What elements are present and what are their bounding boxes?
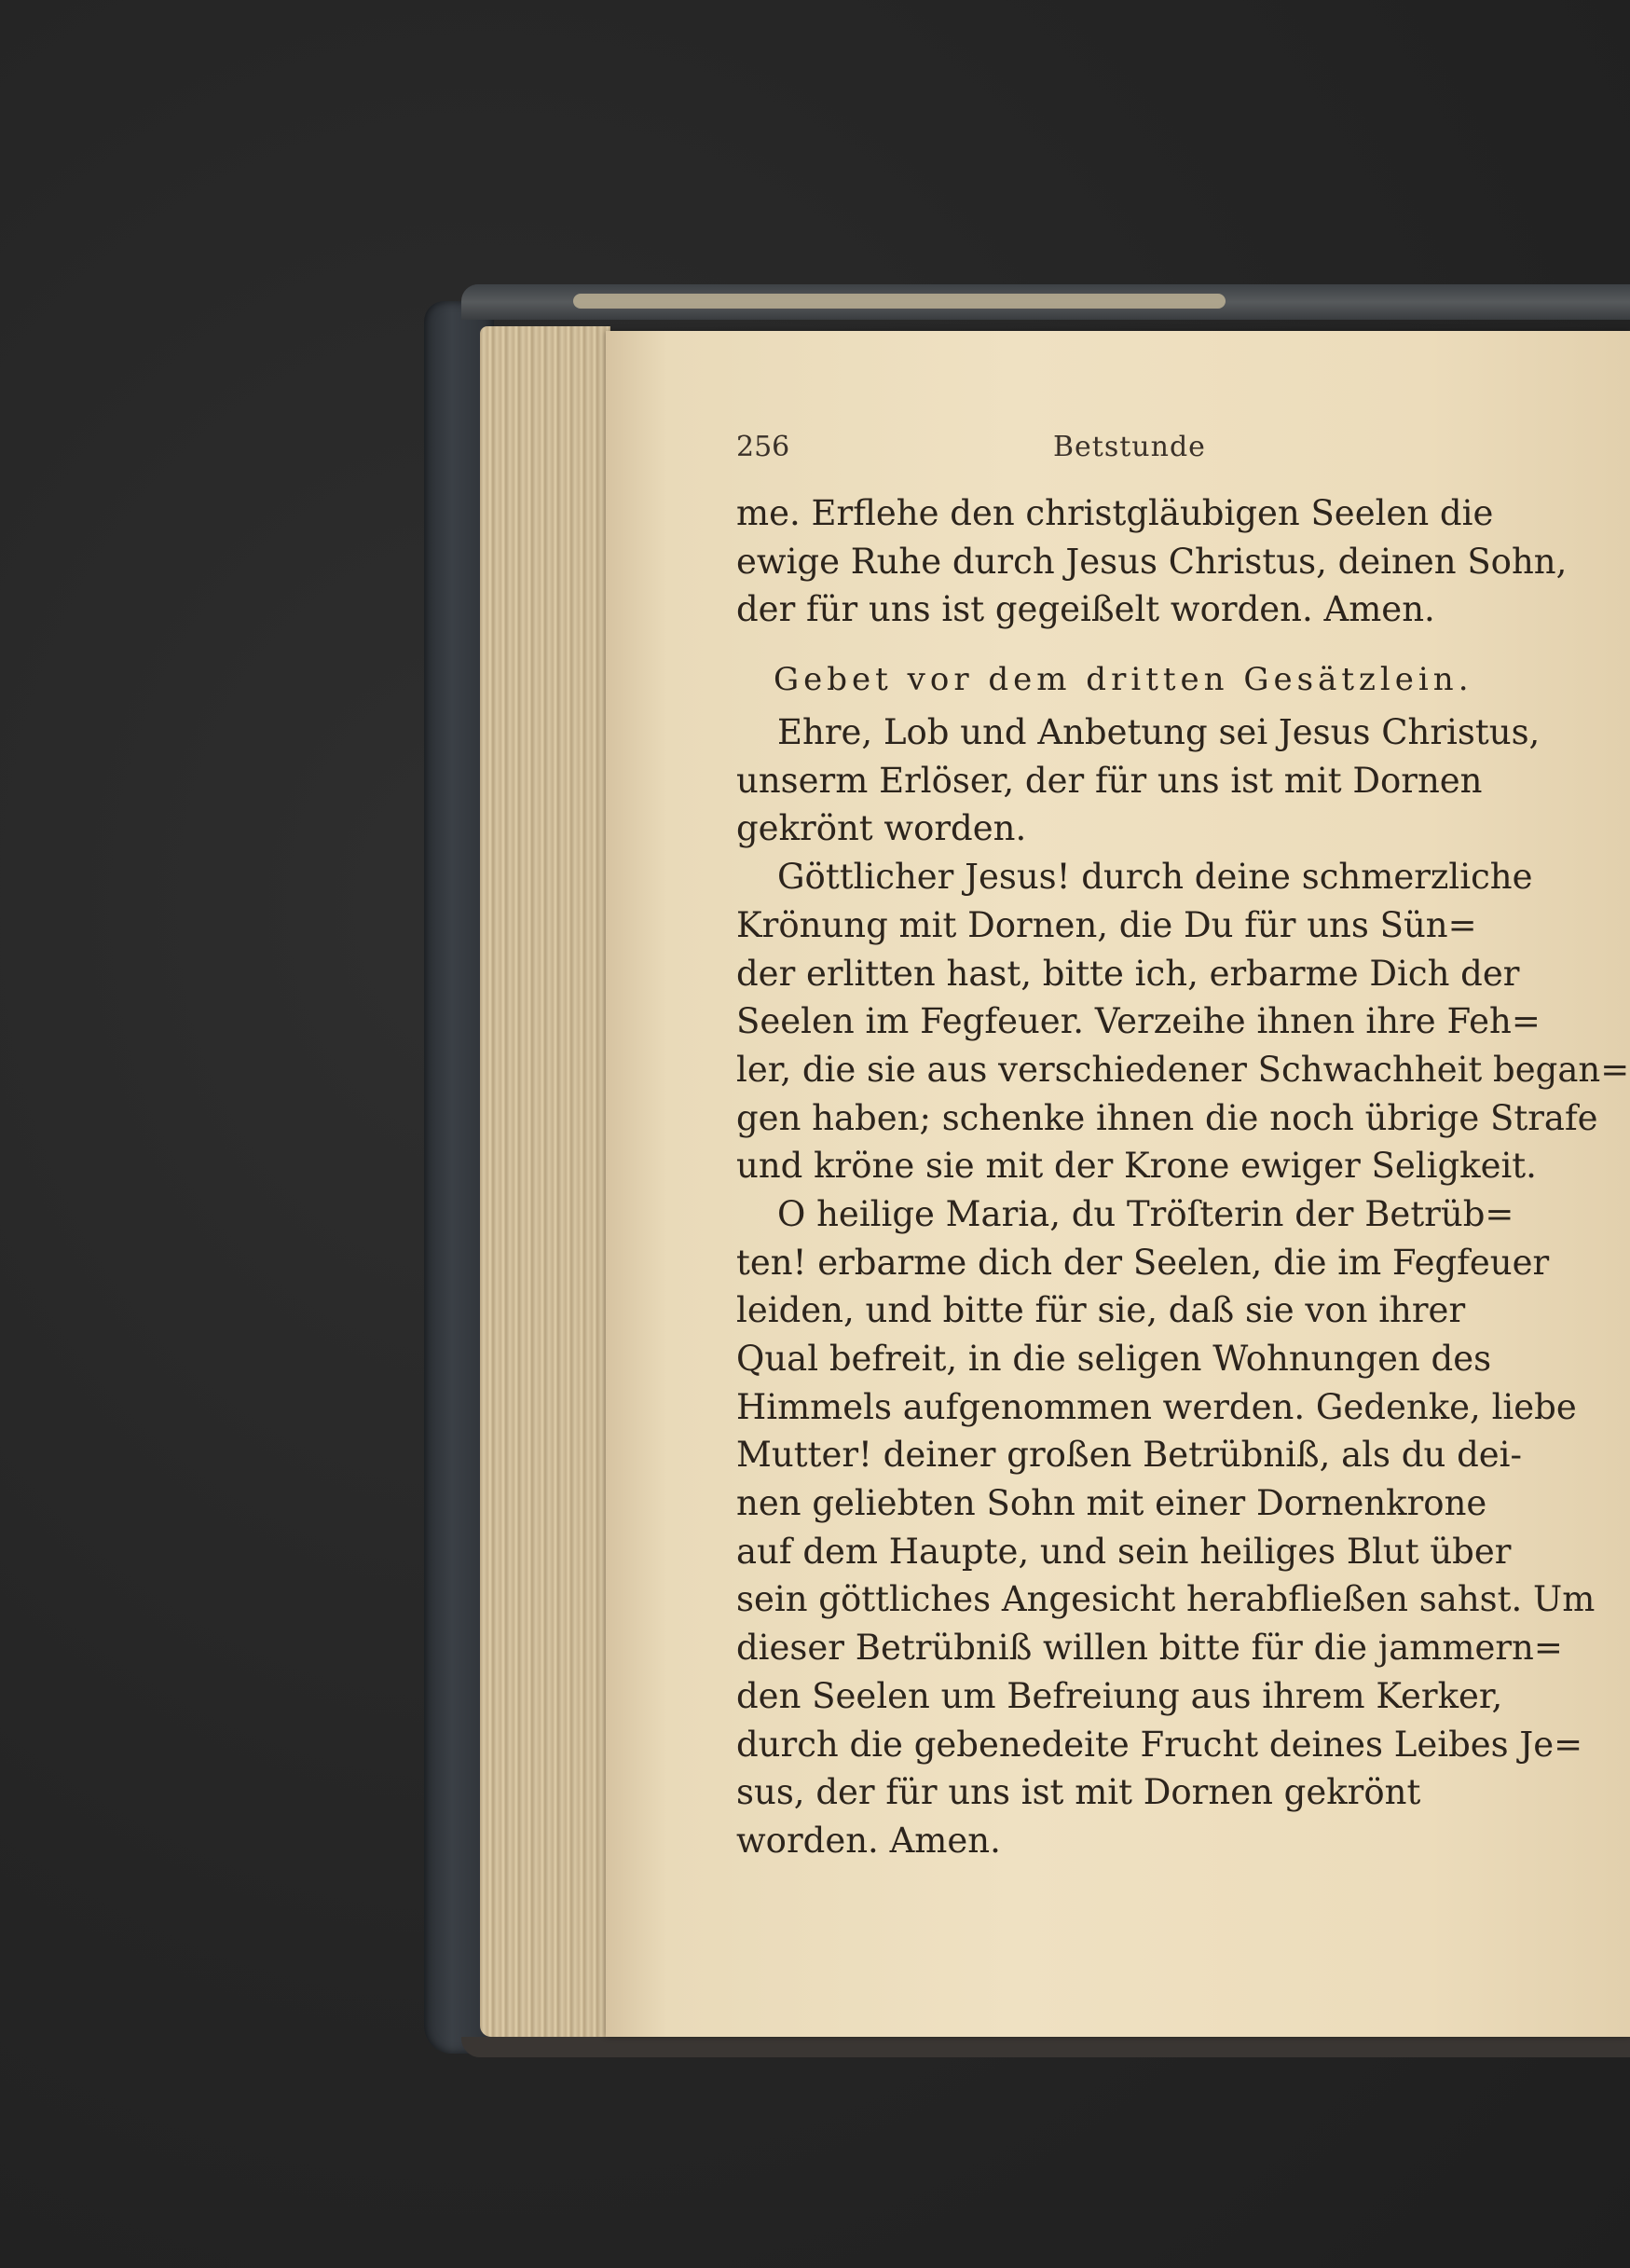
text-line: unserm Erlöser, der für uns ist mit Dornen <box>736 760 1483 801</box>
text-line: nen geliebten Sohn mit einer Dornenkrone <box>736 1483 1487 1524</box>
text-line: me. Erflehe den christgläubigen Seelen die <box>736 493 1494 533</box>
text-line: Qual befreit, in die seligen Wohnungen des <box>736 1339 1492 1379</box>
text-line: sus, der für uns ist mit Dornen gekrönt <box>736 1772 1421 1813</box>
text-line: dieser Betrübniß willen bitte für die jammern= <box>736 1628 1563 1669</box>
text-line: ten! erbarme dich der Seelen, die im Fegfeuer <box>736 1242 1550 1283</box>
text-line: Mutter! deiner großen Betrübniß, als du dei- <box>736 1435 1522 1476</box>
text-line: der erlitten hast, bitte ich, erbarme Dich der <box>736 953 1520 994</box>
text-line: gekrönt worden. <box>736 808 1027 849</box>
book-cover-bottom <box>461 2037 1630 2057</box>
running-head: Betstunde <box>1053 431 1206 463</box>
page-number: 256 <box>736 431 790 463</box>
text-line: den Seelen um Befreiung aus ihrem Kerker, <box>736 1675 1503 1716</box>
page-body-text <box>736 489 1630 1865</box>
text-line: auf dem Haupte, und sein heiliges Blut über <box>736 1531 1512 1572</box>
text-line: Seelen im Fegfeuer. Verzeihe ihnen ihre Feh= <box>736 1001 1541 1042</box>
text-line: ewige Ruhe durch Jesus Christus, deinen Sohn, <box>736 541 1568 582</box>
text-line: und kröne sie mit der Krone ewiger Seligkeit. <box>736 1146 1537 1187</box>
section-heading: Gebet vor dem dritten Gesätzlein. <box>774 661 1473 699</box>
text-line: Göttlicher Jesus! durch deine schmerzliche <box>777 857 1533 898</box>
text-line: ler, die sie aus verschiedener Schwachheit began= <box>736 1049 1630 1090</box>
page-edges <box>480 326 610 2037</box>
text-line: durch die gebenedeite Frucht deines Leibes Je= <box>736 1724 1583 1765</box>
text-line: O heilige Maria, du Tröſterin der Betrüb= <box>777 1193 1514 1234</box>
text-line: Ehre, Lob und Anbetung sei Jesus Christus, <box>777 712 1541 753</box>
text-line: leiden, und bitte für sie, daß sie von ihrer <box>736 1290 1466 1331</box>
page-header <box>736 431 1519 477</box>
text-line: worden. Amen. <box>736 1820 1001 1861</box>
cover-wear-strip <box>573 294 1226 309</box>
text-line: der für uns ist gegeißelt worden. Amen. <box>736 589 1435 630</box>
text-line: gen haben; schenke ihnen die noch übrige Strafe <box>736 1097 1598 1138</box>
book-cover-top <box>461 284 1630 320</box>
text-line: Himmels aufgenommen werden. Gedenke, liebe <box>736 1386 1577 1427</box>
text-line: Krönung mit Dornen, die Du für uns Sün= <box>736 904 1477 945</box>
text-line: sein göttliches Angesicht herabfließen sahst. Um <box>736 1579 1596 1620</box>
